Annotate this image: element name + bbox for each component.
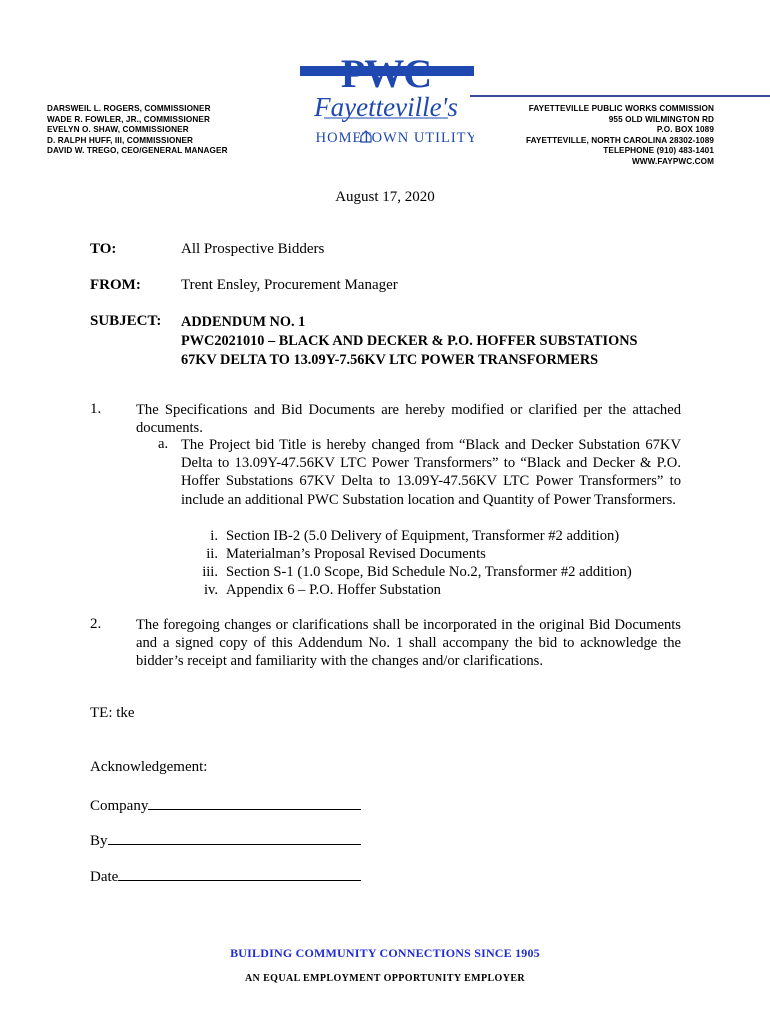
logo-mark: PWC bbox=[340, 54, 432, 96]
letter-date: August 17, 2020 bbox=[335, 189, 435, 205]
pwc-logo bbox=[298, 54, 474, 152]
website-link[interactable]: WWW.FAYPWC.COM bbox=[631, 156, 714, 166]
commissioner-line: WADE R. FOWLER, JR., COMMISSIONER bbox=[47, 114, 210, 124]
subject-line: PWC2021010 – BLACK AND DECKER & P.O. HOFFER SUBSTATIONS bbox=[181, 333, 638, 349]
logo-script: Fayetteville's bbox=[314, 92, 458, 122]
commissioner-line: DARSWEIL L. ROGERS, COMMISSIONER bbox=[47, 104, 211, 113]
subject-line: ADDENDUM NO. 1 bbox=[181, 314, 306, 330]
header-rule bbox=[470, 95, 770, 97]
date-signature-line[interactable] bbox=[118, 866, 361, 881]
roman-number: iv. bbox=[203, 582, 218, 598]
subject-value bbox=[181, 313, 638, 370]
address-line: P.O. BOX 1089 bbox=[656, 125, 714, 135]
roman-text: Appendix 6 – P.O. Hoffer Substation bbox=[226, 582, 441, 598]
commissioner-line: DAVID W. TREGO, CEO/GENERAL MANAGER bbox=[47, 146, 228, 156]
footer-eeo: AN EQUAL EMPLOYMENT OPPORTUNITY EMPLOYER bbox=[244, 973, 526, 984]
pwc-logo-graphic bbox=[298, 54, 474, 152]
address-line: TELEPHONE (910) 483-1401 bbox=[603, 146, 714, 156]
roman-number: ii. bbox=[206, 546, 218, 562]
acknowledgement-heading: Acknowledgement: bbox=[90, 759, 208, 775]
company-label: Company bbox=[90, 798, 149, 814]
sub-item-letter: a. bbox=[158, 436, 169, 452]
item-number: 2. bbox=[90, 616, 102, 632]
subject-label: SUBJECT: bbox=[90, 313, 162, 329]
roman-text: Materialman’s Proposal Revised Documents bbox=[226, 546, 486, 562]
logo-tagline-left: HOME bbox=[315, 130, 363, 146]
address-line: FAYETTEVILLE PUBLIC WORKS COMMISSION bbox=[528, 104, 714, 113]
to-label: TO: bbox=[90, 241, 117, 257]
date-field bbox=[90, 866, 361, 886]
commissioner-line: EVELYN O. SHAW, COMMISSIONER bbox=[47, 125, 189, 135]
item-number: 1. bbox=[90, 401, 102, 417]
sub-item-text: The Project bid Title is hereby changed from “Black and Decker Substation 67KV Delta to 13.09Y-47.56KV LTC Power Transformers” to “Black and Decker & P.O. Hoffer Substations 67KV Delta to 13.09Y-47.56KV LTC Power Transformers” to include an additional PWC Substation location and Quantity of Power Transformers. bbox=[181, 437, 681, 508]
commissioner-line: D. RALPH HUFF, III, COMMISSIONER bbox=[47, 135, 194, 145]
by-field bbox=[90, 830, 361, 850]
date-label: Date bbox=[90, 869, 119, 885]
subject-line: 67KV DELTA TO 13.09Y-7.56KV LTC POWER TRANSFORMERS bbox=[181, 352, 599, 368]
roman-text: Section S-1 (1.0 Scope, Bid Schedule No.2, Transformer #2 addition) bbox=[226, 564, 632, 580]
logo-tagline-right: TOWN UTILITY bbox=[361, 130, 474, 146]
item-text: The foregoing changes or clarifications shall be incorporated in the original Bid Documents and a signed copy of this Addendum No. 1 shall accompany the bid to acknowledge the bidder’s receipt and familiarity with the changes and/or clarifications. bbox=[136, 617, 681, 670]
commission-address bbox=[526, 104, 714, 168]
commissioners-list bbox=[47, 104, 228, 157]
roman-number: iii. bbox=[202, 564, 218, 580]
from-label: FROM: bbox=[90, 277, 141, 293]
typist-initials: TE: tke bbox=[90, 705, 135, 721]
roman-list bbox=[178, 527, 658, 601]
address-line: FAYETTEVILLE, NORTH CAROLINA 28302-1089 bbox=[525, 135, 714, 145]
company-field bbox=[90, 795, 361, 815]
company-signature-line[interactable] bbox=[148, 795, 361, 810]
address-line: 955 OLD WILMINGTON RD bbox=[608, 114, 714, 124]
from-value: Trent Ensley, Procurement Manager bbox=[181, 277, 398, 293]
footer-slogan: BUILDING COMMUNITY CONNECTIONS SINCE 1905 bbox=[230, 946, 540, 960]
roman-number: i. bbox=[210, 528, 218, 544]
to-value: All Prospective Bidders bbox=[181, 241, 325, 257]
roman-text: Section IB-2 (5.0 Delivery of Equipment, Transformer #2 addition) bbox=[226, 528, 620, 544]
by-label: By bbox=[90, 833, 108, 849]
item-text: The Specifications and Bid Documents are hereby modified or clarified per the attached documents. bbox=[136, 402, 681, 437]
by-signature-line[interactable] bbox=[108, 830, 361, 845]
